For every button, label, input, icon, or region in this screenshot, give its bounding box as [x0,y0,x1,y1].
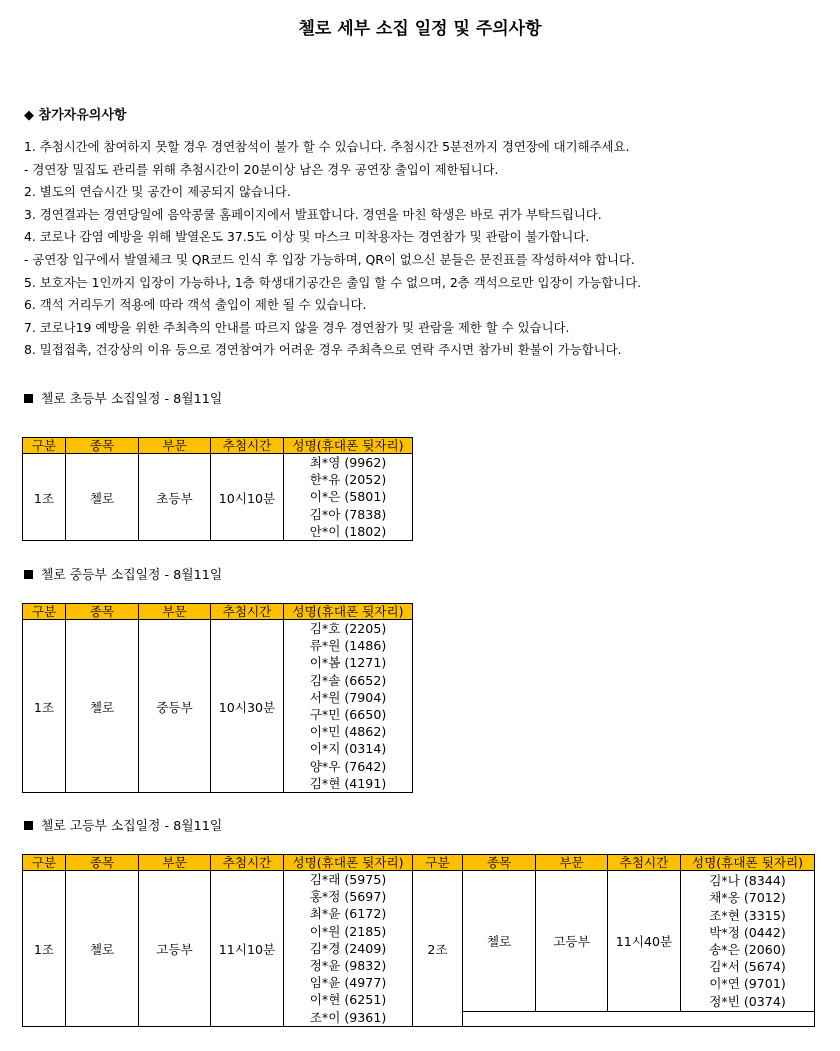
time-cell: 11시40분 [608,871,681,1012]
division-cell: 고등부 [139,871,211,1027]
empty-cell [463,1011,815,1026]
participant-name: 류*원 (1486) [309,638,387,654]
header-time: 추첨시간 [211,438,284,454]
participant-name: 서*원 (7904) [309,689,387,705]
participant-name: 최*윤 (6172) [309,906,387,922]
group-cell: 1조 [23,620,66,793]
participant-name: 김*래 (5975) [309,872,387,887]
header-group: 구분 [413,855,463,871]
division-cell: 초등부 [139,454,211,541]
time-cell: 10시30분 [211,620,284,793]
participant-name: 양*우 (7642) [309,758,387,774]
header-group: 구분 [23,438,66,454]
header-division: 부문 [536,855,608,871]
participant-name: 이*연 (9701) [709,976,786,992]
group-cell: 1조 [23,871,66,1027]
participant-name: 정*윤 (9832) [309,958,387,974]
elementary-schedule-table [22,437,413,541]
participant-name: 이*봄 (1271) [309,655,387,671]
participant-name: 이*은 (5801) [309,489,387,505]
participant-name: 김*나 (8344) [709,873,786,889]
table-row [23,620,413,793]
header-division: 부문 [139,855,211,871]
participant-name: 김*경 (2409) [309,940,387,956]
participant-name: 김*서 (5674) [709,959,786,975]
middle-title-text: 첼로 중등부 소집일정 - 8월11일 [41,568,223,583]
notice-item: - 경연장 밀집도 관리를 위해 추첨시간이 20분이상 남은 경우 공연장 출입이 제한됩니다. [24,161,499,177]
notice-heading-text: 참가자유의사항 [38,108,127,123]
participant-name: 안*이 (1802) [309,523,387,539]
participant-name: 홍*정 (5697) [309,889,387,905]
participant-name: 조*이 (9361) [309,1009,387,1025]
participant-name: 구*민 (6650) [309,707,387,723]
table-row [23,454,413,541]
notice-item: 7. 코로나19 예방을 위한 주최측의 안내를 따르지 않을 경우 경연참가 및 관람을 제한 할 수 있습니다. [24,319,570,335]
participant-name: 김*솔 (6652) [309,672,387,688]
notice-item: 1. 추첨시간에 참여하지 못할 경우 경연참석이 불가 할 수 있습니다. 추첨시간 5분전까지 경연장에 대기해주세요. [24,139,630,154]
notice-item: 4. 코로나 감염 예방을 위해 발열온도 37.5도 이상 및 마스크 미착용자는 경연참가 및 관람이 불가합니다. [24,229,590,245]
participant-name: 최*영 (9962) [309,455,387,470]
participant-name: 이*현 (6251) [309,992,387,1008]
names-cell [681,871,815,1012]
square-bullet-icon [24,821,33,830]
table-row [23,871,815,1012]
notice-item: 3. 경연결과는 경연당일에 음악콩쿨 홈페이지에서 발표합니다. 경연을 마친 학생은 바로 귀가 부탁드립니다. [24,206,602,222]
participant-name: 김*현 (4191) [309,775,387,791]
header-division: 부문 [139,438,211,454]
participant-name: 김*아 (7838) [309,506,387,522]
instrument-cell: 첼로 [66,620,139,793]
header-names: 성명(휴대폰 뒷자리) [284,855,413,871]
notice-item: 8. 밀접접촉, 건강상의 이유 등으로 경연참여가 어려운 경우 주최측으로 연락 주시면 참가비 환불이 가능합니다. [24,342,622,358]
participant-name: 송*은 (2060) [709,941,786,957]
group-cell: 1조 [23,454,66,541]
notice-item: 5. 보호자는 1인까지 입장이 가능하나, 1층 학생대기공간은 출입 할 수 없으며, 2층 객석으로만 입장이 가능합니다. [24,274,642,290]
header-instrument: 종목 [66,855,139,871]
notice-heading [24,104,126,123]
notice-item: 6. 객석 거리두기 적용에 따라 객석 출입이 제한 될 수 있습니다. [24,297,367,313]
header-time: 추첨시간 [211,604,284,620]
participant-name: 정*빈 (0374) [709,993,786,1009]
notice-item: 2. 별도의 연습시간 및 공간이 제공되지 않습니다. [24,184,291,200]
time-cell: 11시10분 [211,871,284,1027]
table-header-row [23,604,413,620]
page-title: 첼로 세부 소집 일정 및 주의사항 [298,19,542,39]
elementary-section-title [24,388,222,407]
participant-name: 한*유 (2052) [309,472,387,488]
participant-name: 이*민 (4862) [309,724,387,740]
participant-name: 이*원 (2185) [309,923,387,939]
division-cell: 중등부 [139,620,211,793]
square-bullet-icon [24,394,33,403]
high-section-title [24,815,222,834]
instrument-cell: 첼로 [463,871,536,1012]
diamond-icon: ◆ [24,108,34,123]
header-group: 구분 [23,604,66,620]
middle-schedule-table [22,603,413,793]
header-time: 추첨시간 [608,855,681,871]
header-time: 추첨시간 [211,855,284,871]
elementary-title-text: 첼로 초등부 소집일정 - 8월11일 [41,392,223,407]
participant-name: 채*옹 (7012) [709,890,786,906]
header-instrument: 종목 [66,438,139,454]
group-cell: 2조 [413,871,463,1027]
time-cell: 10시10분 [211,454,284,541]
participant-name: 조*현 (3315) [709,907,786,923]
names-cell [284,620,413,793]
header-names: 성명(휴대폰 뒷자리) [284,604,413,620]
table-header-row [23,855,815,871]
header-names: 성명(휴대폰 뒷자리) [681,855,815,871]
participant-name: 이*지 (0314) [309,741,387,757]
high-schedule-table [22,854,815,1027]
header-instrument: 종목 [463,855,536,871]
header-division: 부문 [139,604,211,620]
participant-name: 임*윤 (4977) [309,975,387,991]
notice-list [24,136,641,362]
table-header-row [23,438,413,454]
middle-section-title [24,564,222,583]
square-bullet-icon [24,570,33,579]
header-names: 성명(휴대폰 뒷자리) [284,438,413,454]
participant-name: 박*정 (0442) [709,924,786,940]
division-cell: 고등부 [536,871,608,1012]
names-cell [284,454,413,541]
participant-name: 김*호 (2205) [309,621,387,636]
header-instrument: 종목 [66,604,139,620]
names-cell [284,871,413,1027]
notice-item: - 공연장 입구에서 발열체크 및 QR코드 인식 후 입장 가능하며, QR이 없으신 분들은 문진표를 작성하셔야 합니다. [24,251,635,267]
instrument-cell: 첼로 [66,454,139,541]
header-group: 구분 [23,855,66,871]
instrument-cell: 첼로 [66,871,139,1027]
high-title-text: 첼로 고등부 소집일정 - 8월11일 [41,819,223,834]
